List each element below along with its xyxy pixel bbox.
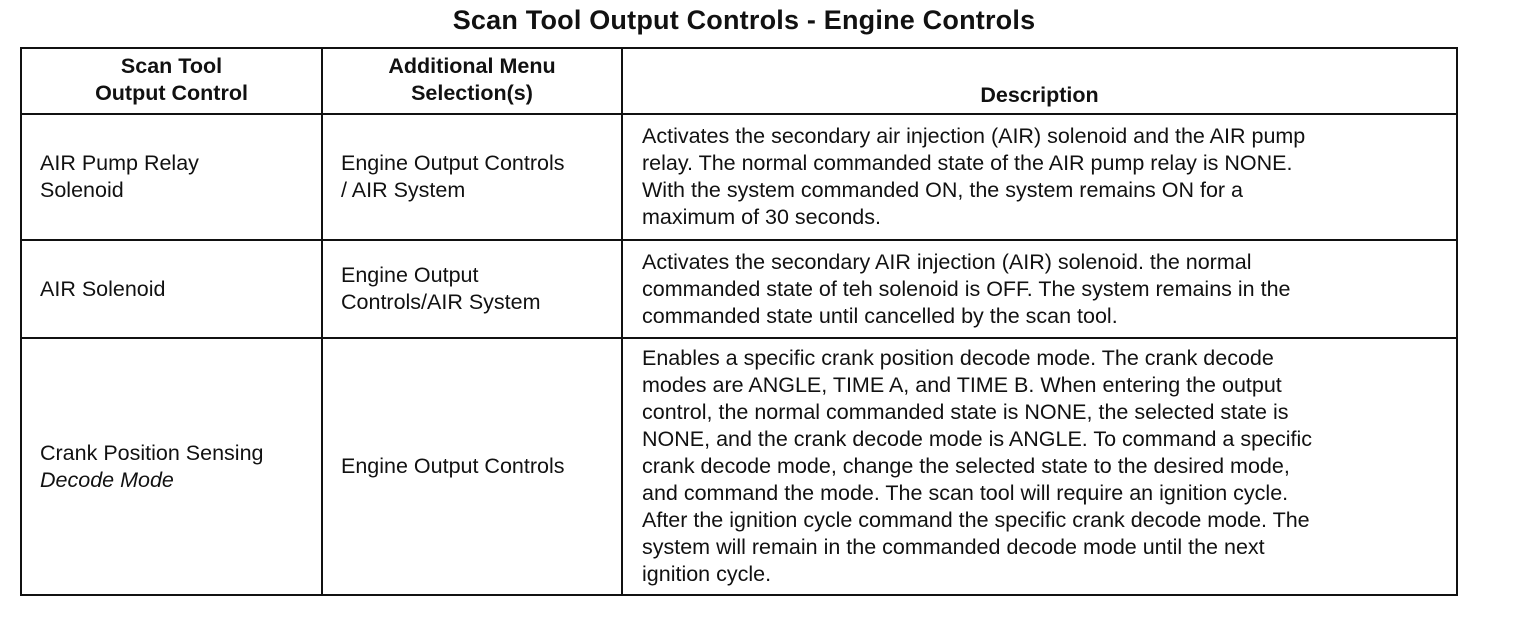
cell-text-line: Solenoid (40, 178, 124, 202)
header-output-control-line1: Scan Tool (120, 54, 223, 78)
cell-text-line: Crank Position Sensing (40, 440, 264, 465)
description-line: control, the normal commanded state is NONE, the selected state is (642, 400, 1289, 424)
description-line: With the system commanded ON, the system remains ON for a (642, 178, 1243, 202)
cell-menu-selection (322, 338, 622, 595)
cell-text-line: AIR Pump Relay (40, 151, 199, 175)
description-line: Activates the secondary AIR injection (AIR) solenoid. the normal (642, 249, 1252, 274)
cell-output-control (21, 240, 322, 338)
cell-text-line: Engine Output Controls (341, 151, 565, 175)
cell-description (622, 240, 1457, 338)
table-row (21, 114, 1457, 240)
cell-output-control (21, 114, 322, 240)
cell-output-control (21, 338, 322, 595)
description-line: modes are ANGLE, TIME A, and TIME B. When entering the output (642, 373, 1282, 397)
header-menu-selection-line1: Additional Menu (388, 54, 556, 78)
header-output-control-line2: Output Control (95, 81, 248, 105)
cell-description (622, 338, 1457, 595)
cell-text-line: Engine Output Controls (341, 454, 565, 478)
description-line: After the ignition cycle command the specific crank decode mode. The (642, 508, 1310, 532)
cell-text-line: Controls/AIR System (341, 290, 541, 314)
description-line: maximum of 30 seconds. (642, 205, 881, 229)
header-output-control (21, 48, 322, 114)
table-row (21, 338, 1457, 595)
description-line: Activates the secondary air injection (AIR) solenoid and the AIR pump (642, 124, 1306, 148)
cell-menu-selection (322, 240, 622, 338)
cell-text-line: Decode Mode (40, 467, 174, 492)
description-line: system will remain in the commanded decode mode until the next (642, 535, 1265, 559)
header-menu-selection (322, 48, 622, 114)
cell-text-line: AIR Solenoid (40, 276, 166, 301)
cell-text-line: Engine Output (341, 263, 479, 287)
description-line: NONE, and the crank decode mode is ANGLE. To command a specific (642, 427, 1313, 451)
description-line: commanded state until cancelled by the scan tool. (642, 303, 1118, 328)
cell-menu-selection (322, 114, 622, 240)
description-line: commanded state of teh solenoid is OFF. The system remains in the (642, 276, 1291, 301)
page-title: Scan Tool Output Controls - Engine Controls (452, 5, 1036, 35)
header-menu-selection-line2: Selection(s) (411, 81, 533, 105)
cell-description (622, 114, 1457, 240)
output-controls-table (20, 47, 1458, 596)
table-header-row (21, 48, 1457, 114)
description-line: relay. The normal commanded state of the AIR pump relay is NONE. (642, 151, 1293, 175)
description-line: ignition cycle. (642, 562, 772, 586)
description-line: Enables a specific crank position decode mode. The crank decode (642, 346, 1274, 370)
description-line: crank decode mode, change the selected state to the desired mode, (642, 454, 1290, 478)
header-description: Description (622, 48, 1457, 114)
table-row (21, 240, 1457, 338)
description-line: and command the mode. The scan tool will require an ignition cycle. (642, 481, 1289, 505)
cell-text-line: / AIR System (341, 178, 466, 202)
